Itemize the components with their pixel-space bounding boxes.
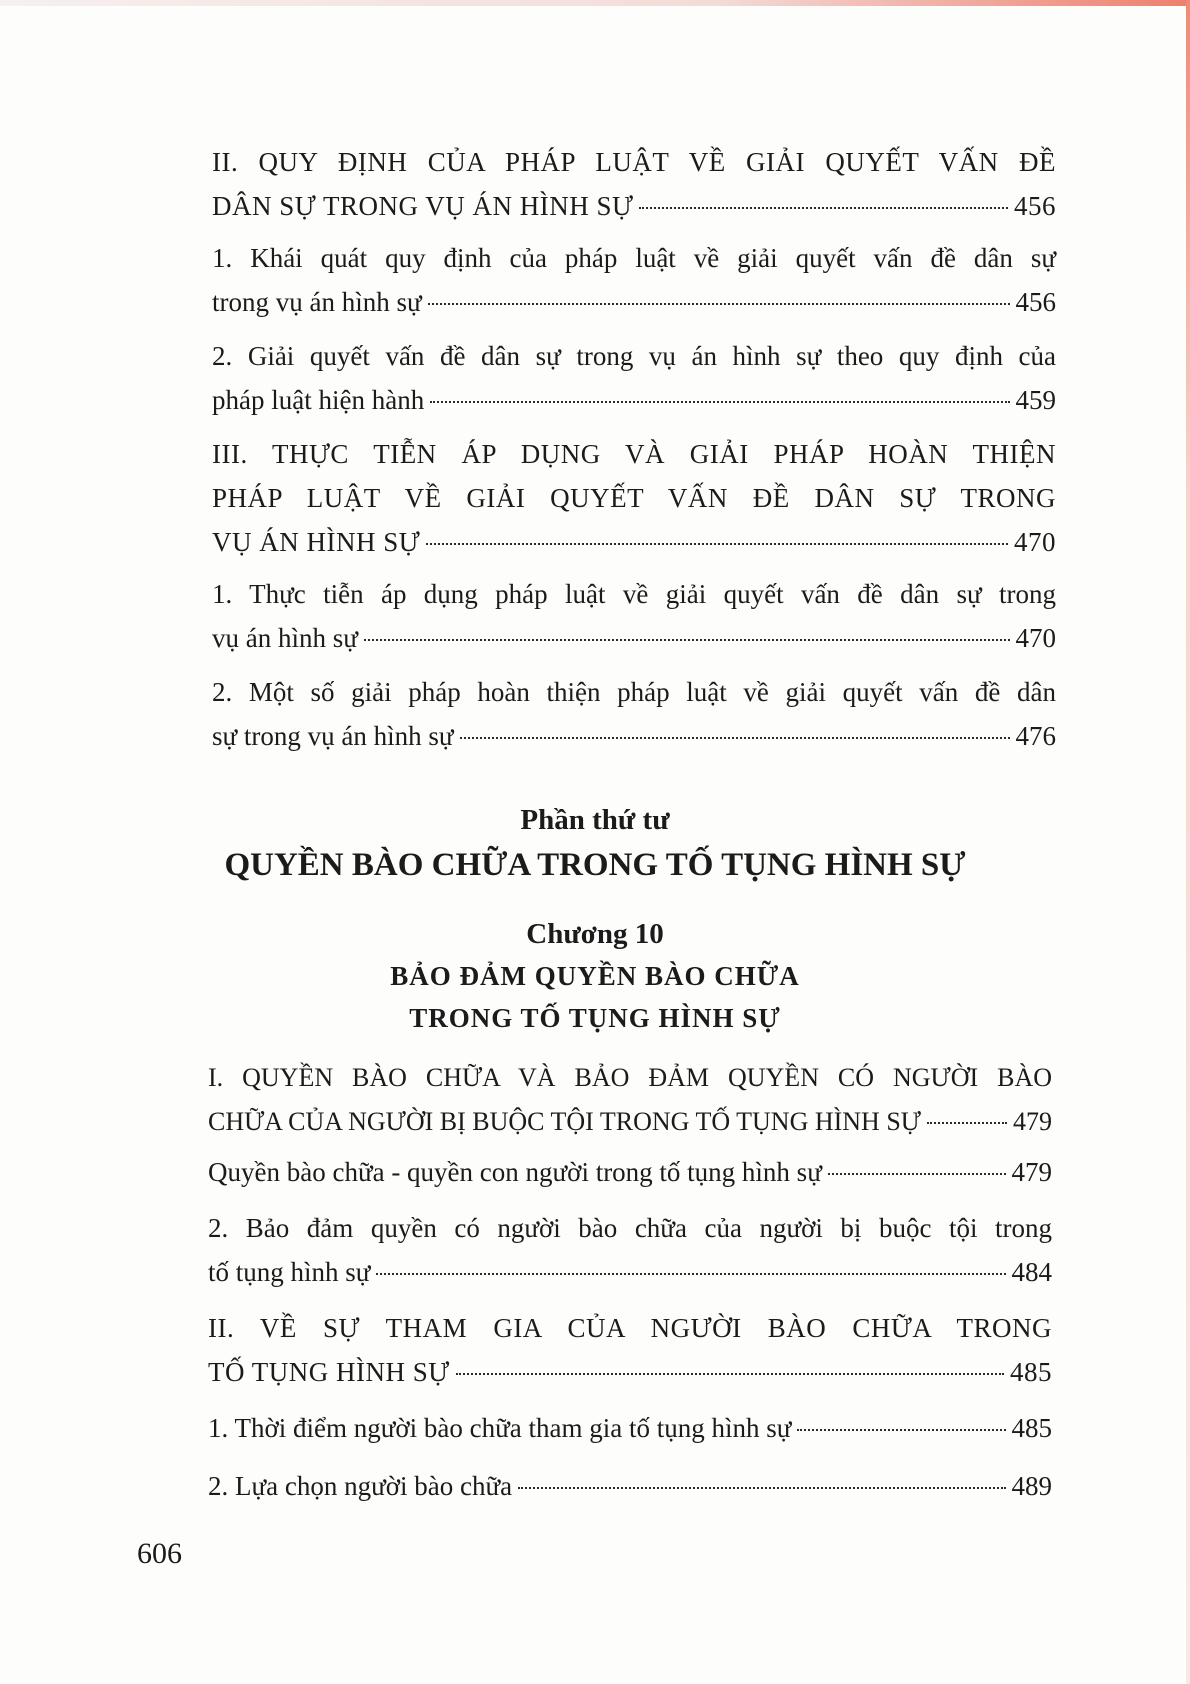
toc-page-number: 485 bbox=[1010, 1357, 1052, 1387]
toc-page-number: 456 bbox=[1015, 287, 1056, 317]
toc-page-number: 470 bbox=[1015, 623, 1056, 653]
dot-leader bbox=[460, 737, 1010, 739]
dot-leader bbox=[927, 1122, 1007, 1124]
toc-page-number: 459 bbox=[1015, 385, 1056, 415]
toc-entry-title: 2. Lựa chọn người bào chữa bbox=[208, 1471, 513, 1501]
toc-page-number: 479 bbox=[1013, 1107, 1052, 1136]
chapter-title-line1: BẢO ĐẢM QUYỀN BÀO CHỮA bbox=[390, 961, 800, 991]
toc-entry-title: DÂN SỰ TRONG VỤ ÁN HÌNH SỰ bbox=[212, 191, 634, 221]
toc-entry bbox=[212, 236, 1056, 324]
part-label: Phần thứ tư bbox=[520, 804, 670, 836]
toc-entry bbox=[208, 1206, 1052, 1294]
toc-page-number: 479 bbox=[1011, 1157, 1052, 1187]
chapter-label: Chương 10 bbox=[526, 918, 664, 950]
toc-entry bbox=[208, 1464, 1052, 1508]
dot-leader bbox=[426, 543, 1008, 545]
toc-entry-title: trong vụ án hình sự bbox=[212, 287, 422, 317]
dot-leader bbox=[797, 1429, 1005, 1431]
toc-entry-line: III. THỰC TIỄN ÁP DỤNG VÀ GIẢI PHÁP HOÀN THIỆN bbox=[212, 439, 1056, 469]
toc-entry bbox=[212, 140, 1056, 228]
part-title: QUYỀN BÀO CHỮA TRONG TỐ TỤNG HÌNH SỰ bbox=[224, 847, 966, 883]
toc-entry bbox=[208, 1150, 1052, 1194]
chapter-title-line2: TRONG TỐ TỤNG HÌNH SỰ bbox=[409, 1003, 781, 1033]
toc-entry bbox=[212, 432, 1056, 564]
toc-entry-line: 1. Khái quát quy định của pháp luật về giải quyết vấn đề dân sự bbox=[212, 243, 1056, 273]
dot-leader bbox=[456, 1373, 1004, 1375]
toc-entry-line: 1. Thực tiễn áp dụng pháp luật về giải quyết vấn đề dân sự trong bbox=[212, 579, 1056, 609]
toc-entry-line: II. VỀ SỰ THAM GIA CỦA NGƯỜI BÀO CHỮA TRONG bbox=[208, 1313, 1052, 1343]
toc-entry-title: CHỮA CỦA NGƯỜI BỊ BUỘC TỘI TRONG TỐ TỤNG HÌNH SỰ bbox=[208, 1107, 921, 1136]
toc-entry bbox=[208, 1406, 1052, 1450]
dot-leader bbox=[518, 1487, 1005, 1489]
toc-entry bbox=[212, 334, 1056, 422]
toc-entry-title: Quyền bào chữa - quyền con người trong tố tụng hình sự bbox=[208, 1157, 822, 1187]
dot-leader bbox=[430, 401, 1009, 403]
toc-entry-title: sự trong vụ án hình sự bbox=[212, 721, 454, 751]
toc-page-number: 489 bbox=[1011, 1471, 1052, 1501]
toc-entry-line: 2. Bảo đảm quyền có người bào chữa của người bị buộc tội trong bbox=[208, 1213, 1052, 1243]
toc-entry-line: PHÁP LUẬT VỀ GIẢI QUYẾT VẤN ĐỀ DÂN SỰ TRONG bbox=[212, 483, 1056, 513]
toc-entry-line: 2. Một số giải pháp hoàn thiện pháp luật về giải quyết vấn đề dân bbox=[212, 677, 1056, 707]
toc-entry-line: II. QUY ĐỊNH CỦA PHÁP LUẬT VỀ GIẢI QUYẾT VẤN ĐỀ bbox=[212, 147, 1056, 177]
toc-page-number: 476 bbox=[1015, 721, 1056, 751]
dot-leader bbox=[364, 639, 1010, 641]
toc-entry bbox=[212, 572, 1056, 660]
dot-leader bbox=[428, 303, 1010, 305]
toc-entry bbox=[212, 670, 1056, 758]
toc-entry bbox=[208, 1306, 1052, 1394]
page-top-edge bbox=[0, 0, 1190, 6]
toc-entry-title: 1. Thời điểm người bào chữa tham gia tố tụng hình sự bbox=[208, 1413, 792, 1443]
dot-leader bbox=[639, 207, 1008, 209]
toc-entry-line: 2. Giải quyết vấn đề dân sự trong vụ án hình sự theo quy định của bbox=[212, 341, 1056, 371]
page-number: 606 bbox=[137, 1537, 182, 1570]
toc-page-number: 456 bbox=[1014, 191, 1056, 221]
toc-entry-title: tố tụng hình sự bbox=[208, 1257, 371, 1287]
toc-entry-title: TỐ TỤNG HÌNH SỰ bbox=[208, 1357, 450, 1387]
toc-page-number: 470 bbox=[1014, 527, 1056, 557]
dot-leader bbox=[828, 1173, 1006, 1175]
toc-entry-title: pháp luật hiện hành bbox=[212, 385, 425, 415]
toc-page-number: 485 bbox=[1011, 1413, 1052, 1443]
toc-entry-title: vụ án hình sự bbox=[212, 623, 358, 653]
dot-leader bbox=[376, 1273, 1005, 1275]
toc-page-number: 484 bbox=[1011, 1257, 1052, 1287]
toc-entry bbox=[208, 1056, 1052, 1144]
toc-entry-title: VỤ ÁN HÌNH SỰ bbox=[212, 527, 421, 557]
toc-entry-line: I. QUYỀN BÀO CHỮA VÀ BẢO ĐẢM QUYỀN CÓ NGƯỜI BÀO bbox=[208, 1063, 1052, 1092]
